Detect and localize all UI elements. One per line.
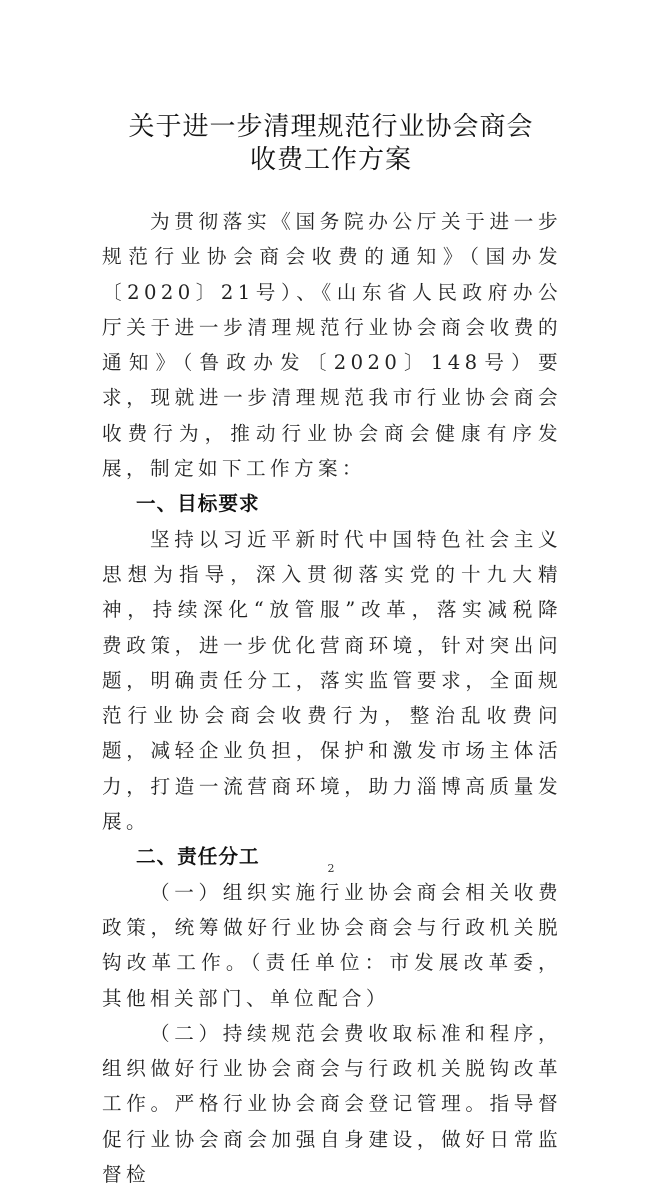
section-heading-responsibilities: 二、责任分工 — [136, 845, 260, 869]
document-title-line-2: 收费工作方案 — [249, 145, 412, 175]
responsibility-item-1: （一）组织实施行业协会商会相关收费政策，统筹做好行业协会商会与行政机关脱钩改革工作。（责任单位：市发展改革委，其他相关部门、单位配合） — [102, 880, 562, 1010]
responsibility-item-2: （二）持续规范会费收取标准和程序，组织做好行业协会商会与行政机关脱钩改革工作。严格行业协会商会登记管理。指导督促行业协会商会加强自身建设，做好日常监督检 — [102, 1021, 562, 1187]
document-body — [102, 204, 562, 1192]
section-heading-goals: 一、目标要求 — [136, 492, 260, 516]
page-number: 2 — [327, 862, 335, 875]
goals-paragraph: 坚持以习近平新时代中国特色社会主义思想为指导，深入贯彻落实党的十九大精神，持续深化“放管服”改革，落实减税降费政策，进一步优化营商环境，针对突出问题，明确责任分工，落实监管要求，全面规范行业协会商会收费行为，整治乱收费问题，减轻企业负担，保护和激发市场主体活力，打造一流营商环境，助力淄博高质量发展。 — [102, 527, 562, 834]
intro-paragraph: 为贯彻落实《国务院办公厅关于进一步规范行业协会商会收费的通知》（国办发〔2020〕21号）、《山东省人民政府办公厅关于进一步清理规范行业协会商会收费的通知》（鲁政办发〔2020〕148号）要求，现就进一步清理规范我市行业协会商会收费行为，推动行业协会商会健康有序发展，制定如下工作方案： — [102, 210, 562, 481]
document-title-line-1: 关于进一步清理规范行业协会商会 — [128, 112, 534, 142]
